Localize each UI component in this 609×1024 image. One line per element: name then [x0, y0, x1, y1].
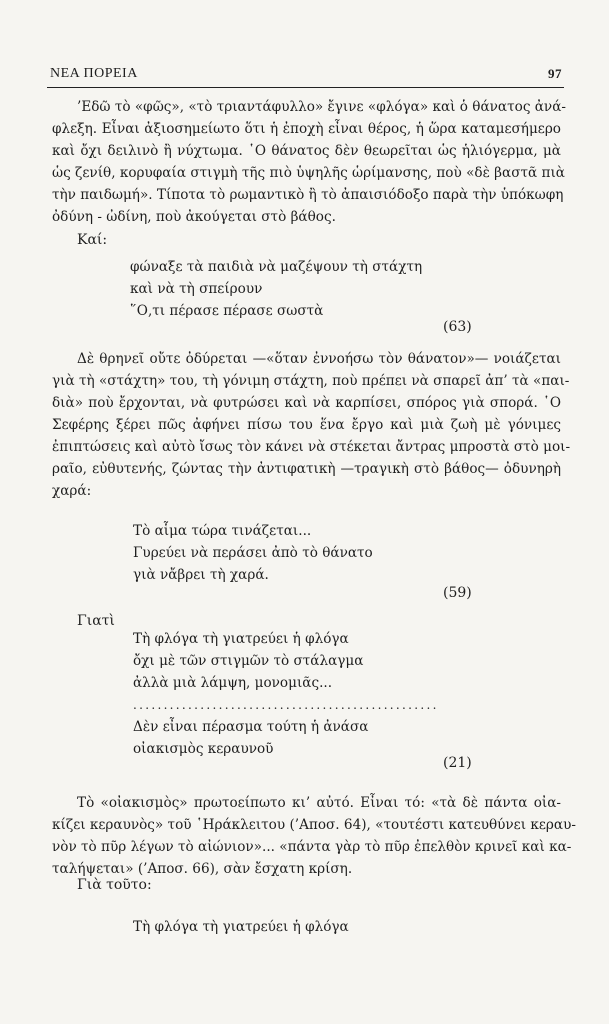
verse-reference: (59): [443, 585, 472, 601]
page-number: 97: [548, 66, 562, 81]
verse-line: γιὰ νἄβρει τὴ χαρά.: [133, 567, 269, 583]
text-line: ’Εδῶ τὸ «φῶς», «τὸ τριαντάφυλλο» ἔγινε «φλόγα» καὶ ὁ θάνατος ἀνά-: [77, 99, 566, 115]
verse-quote-2: [133, 520, 373, 586]
text-line: ὀδύνη - ὠδίνη, ποὺ ἀκούγεται στὸ βάθος.: [52, 209, 336, 225]
verse-line: ἀλλὰ μιὰ λάμψη, μονομιᾶς...: [133, 675, 333, 691]
text-line: τὴν παιδωμή». Τίποτα τὸ ρωμαντικὸ ἢ τὸ ἀπαισιόδοξο παρὰ τὴν ὑπόκωφη: [52, 187, 564, 203]
text-line: Δὲ θρηνεῖ οὔτε ὀδύρεται —«ὅταν ἐννοήσω τὸν θάνατον»— νοιάζεται: [77, 351, 561, 367]
text-line: Σεφέρης ξέρει πῶς ἀφήνει πίσω του ἕνα ἔργο καὶ μιὰ ζωὴ μὲ γόνιμες: [52, 417, 561, 433]
verse-reference: (21): [443, 755, 472, 771]
verse-quote-1: [130, 256, 422, 322]
text-line: ραῖο, εὐθυτενής, ζώντας τὴν ἀντιφατικὴ —τραγικὴ στὸ βάθος— ὀδυνηρὴ: [52, 461, 561, 477]
verse-line: Τὸ αἷμα τώρα τινάζεται...: [133, 523, 312, 539]
text-line: καὶ ὄχι δειλινὸ ἢ νύχτωμα. ῾Ο θάνατος δὲν θεωρεῖται ὡς ἡλιόγερμα, μὰ: [52, 143, 561, 159]
paragraph-3: [52, 792, 576, 880]
ellipsis-line: ..................................................: [133, 698, 439, 712]
verse-line: Δὲν εἶναι πέρασμα τούτη ἡ ἀνάσα: [133, 719, 369, 735]
verse-line: οἰακισμὸς κεραυνοῦ: [133, 741, 274, 757]
text-line: ἐπιπτώσεις καὶ αὐτὸ ἴσως τὸν κάνει νὰ στέκεται ἄντρας μπροστὰ στὸ μοι-: [52, 439, 571, 455]
kai-label: Καί:: [77, 232, 108, 248]
giati-label: Γιατὶ: [77, 613, 115, 629]
gia-touto-label: Γιὰ τοῦτο:: [77, 877, 152, 893]
text-line: κίζει κεραυνὸς» τοῦ ῾Ηράκλειτου (’Αποσ. 64), «τουτέστι κατευθύνει κεραυ-: [52, 817, 576, 833]
verse-line: καὶ νὰ τὴ σπείρουν: [130, 281, 263, 297]
running-header: [50, 66, 562, 82]
journal-title: ΝΕΑ ΠΟΡΕΙΑ: [50, 66, 138, 81]
verse-quote-3: [133, 628, 439, 760]
verse-line: Τὴ φλόγα τὴ γιατρεύει ἡ φλόγα: [133, 919, 349, 935]
verse-line: Τὴ φλόγα τὴ γιατρεύει ἡ φλόγα: [133, 631, 349, 647]
text-line: φλεξη. Εἶναι ἀξιοσημείωτο ὅτι ἡ ἐποχὴ εἶναι θέρος, ἡ ὥρα καταμεσήμερο: [52, 121, 561, 137]
text-line: γιὰ τὴ «στάχτη» του, τὴ γόνιμη στάχτη, ποὺ πρέπει νὰ σπαρεῖ ἀπ’ τὰ «παι-: [52, 373, 570, 389]
header-rule: [47, 87, 564, 88]
text-line: Τὸ «οἰακισμὸς» πρωτοείπωτο κι’ αὐτό. Εἶναι τό: «τὰ δὲ πάντα οἰα-: [77, 795, 561, 811]
verse-line: ῞Ο,τι πέρασε πέρασε σωστὰ: [130, 303, 324, 319]
verse-line: φώναξε τὰ παιδιὰ νὰ μαζέψουν τὴ στάχτη: [130, 259, 423, 275]
text-line: χαρά:: [52, 483, 92, 499]
text-line: ταλήψεται» (’Αποσ. 66), σὰν ἔσχατη κρίση.: [52, 861, 353, 877]
verse-reference: (63): [443, 319, 472, 335]
verse-line: Γυρεύει νὰ περάσει ἀπὸ τὸ θάνατο: [133, 545, 373, 561]
verse-quote-5: [133, 916, 349, 938]
text-line: διὰ» ποὺ ἔρχονται, νὰ φυτρώσει καὶ νὰ καρπίσει, σπόρος γιὰ σπορά. ῾Ο: [52, 395, 561, 411]
verse-line: ὄχι μὲ τῶν στιγμῶν τὸ στάλαγμα: [133, 653, 364, 669]
text-line: νὸν τὸ πῦρ λέγων τὸ αἰώνιον»... «πάντα γὰρ τὸ πῦρ ἐπελθὸν κρινεῖ καὶ κα-: [52, 839, 572, 855]
paragraph-1: [52, 96, 566, 228]
paragraph-2: [52, 348, 571, 502]
text-line: ὡς ζενίθ, κορυφαία στιγμὴ τῆς πιὸ ὑψηλῆς ὡρίμανσης, ποὺ «δὲ βαστᾶ πιὰ: [52, 165, 565, 181]
